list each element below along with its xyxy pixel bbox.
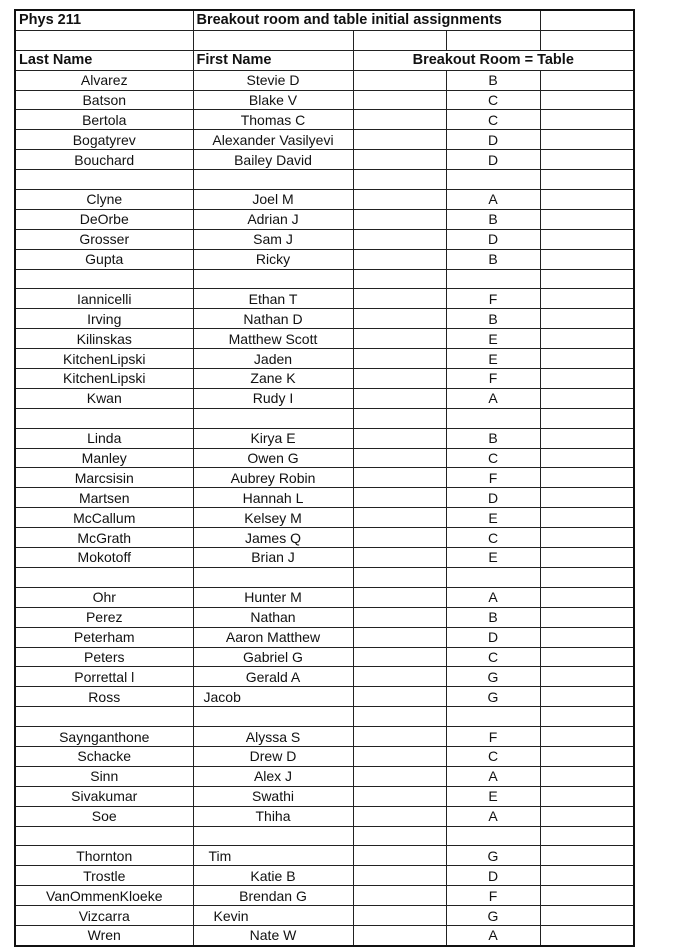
last-name-cell[interactable]: Marcsisin: [15, 468, 193, 488]
last-name-cell[interactable]: Porrettal l: [15, 667, 193, 687]
last-name-cell[interactable]: Bouchard: [15, 150, 193, 170]
empty-cell[interactable]: [540, 448, 634, 468]
empty-cell[interactable]: [353, 70, 446, 90]
student-row: [15, 229, 634, 249]
empty-cell[interactable]: [446, 269, 540, 289]
room-cell[interactable]: D: [446, 229, 540, 249]
last-name-cell[interactable]: Mokotoff: [15, 548, 193, 568]
student-row: [15, 90, 634, 110]
room-cell[interactable]: E: [446, 548, 540, 568]
last-name-cell[interactable]: Martsen: [15, 488, 193, 508]
student-row: [15, 846, 634, 866]
last-name-cell[interactable]: Peters: [15, 647, 193, 667]
empty-cell[interactable]: [353, 766, 446, 786]
first-name-cell[interactable]: Ricky: [193, 249, 353, 269]
empty-cell[interactable]: [540, 309, 634, 329]
empty-cell[interactable]: [15, 567, 193, 587]
student-row: [15, 667, 634, 687]
last-name-cell[interactable]: DeOrbe: [15, 209, 193, 229]
last-name-cell[interactable]: KitchenLipski: [15, 349, 193, 369]
last-name-cell[interactable]: Wren: [15, 925, 193, 945]
empty-cell[interactable]: [540, 488, 634, 508]
empty-cell[interactable]: [446, 408, 540, 428]
empty-cell[interactable]: [540, 289, 634, 309]
student-row: [15, 329, 634, 349]
empty-cell[interactable]: [540, 388, 634, 408]
empty-cell[interactable]: [353, 667, 446, 687]
first-name-cell[interactable]: Brendan G: [193, 886, 353, 906]
first-name-cell[interactable]: Thiha: [193, 806, 353, 826]
empty-cell[interactable]: [540, 229, 634, 249]
empty-cell[interactable]: [540, 687, 634, 707]
room-cell[interactable]: F: [446, 727, 540, 747]
first-name-cell[interactable]: Tim: [193, 846, 353, 866]
empty-cell[interactable]: [353, 786, 446, 806]
student-row: [15, 369, 634, 389]
room-cell[interactable]: B: [446, 209, 540, 229]
student-row: [15, 786, 634, 806]
empty-cell[interactable]: [540, 369, 634, 389]
empty-cell[interactable]: [353, 309, 446, 329]
student-row: [15, 349, 634, 369]
first-name-cell[interactable]: Swathi: [193, 786, 353, 806]
last-name-cell[interactable]: Alvarez: [15, 70, 193, 90]
room-cell[interactable]: A: [446, 190, 540, 210]
empty-cell[interactable]: [540, 508, 634, 528]
last-name-cell[interactable]: Thornton: [15, 846, 193, 866]
blank-row: [15, 30, 634, 50]
empty-cell[interactable]: [353, 408, 446, 428]
student-row: [15, 886, 634, 906]
student-row: [15, 70, 634, 90]
empty-cell[interactable]: [353, 587, 446, 607]
empty-cell[interactable]: [353, 627, 446, 647]
empty-cell[interactable]: [540, 110, 634, 130]
empty-cell[interactable]: [446, 707, 540, 727]
first-name-cell[interactable]: Joel M: [193, 190, 353, 210]
empty-cell[interactable]: [353, 746, 446, 766]
empty-cell[interactable]: [540, 647, 634, 667]
student-row: [15, 528, 634, 548]
first-name-cell[interactable]: Matthew Scott: [193, 329, 353, 349]
empty-cell[interactable]: [540, 746, 634, 766]
first-name-cell[interactable]: Kirya E: [193, 428, 353, 448]
room-cell[interactable]: C: [446, 528, 540, 548]
empty-cell[interactable]: [15, 269, 193, 289]
empty-cell[interactable]: [353, 30, 446, 50]
last-name-cell[interactable]: Ross: [15, 687, 193, 707]
empty-cell[interactable]: [353, 488, 446, 508]
student-row: [15, 289, 634, 309]
empty-cell[interactable]: [540, 130, 634, 150]
room-cell[interactable]: E: [446, 349, 540, 369]
empty-cell[interactable]: [540, 727, 634, 747]
student-row: [15, 607, 634, 627]
first-name-cell[interactable]: Alyssa S: [193, 727, 353, 747]
last-name-cell[interactable]: Schacke: [15, 746, 193, 766]
room-cell[interactable]: C: [446, 448, 540, 468]
first-name-cell[interactable]: Alexander Vasilyevi: [193, 130, 353, 150]
empty-cell[interactable]: [353, 548, 446, 568]
student-row: [15, 647, 634, 667]
empty-cell[interactable]: [446, 30, 540, 50]
last-name-cell[interactable]: Grosser: [15, 229, 193, 249]
empty-cell[interactable]: [446, 826, 540, 846]
empty-cell[interactable]: [15, 826, 193, 846]
last-name-cell[interactable]: Saynganthone: [15, 727, 193, 747]
student-row: [15, 548, 634, 568]
empty-cell[interactable]: [353, 707, 446, 727]
room-cell[interactable]: A: [446, 388, 540, 408]
blank-row: [15, 826, 634, 846]
empty-cell[interactable]: [446, 170, 540, 190]
last-name-cell[interactable]: Clyne: [15, 190, 193, 210]
last-name-cell[interactable]: Vizcarra: [15, 906, 193, 926]
last-name-cell[interactable]: Irving: [15, 309, 193, 329]
last-name-cell[interactable]: Batson: [15, 90, 193, 110]
room-cell[interactable]: G: [446, 906, 540, 926]
empty-cell[interactable]: [353, 448, 446, 468]
empty-cell[interactable]: [353, 687, 446, 707]
blank-row: [15, 707, 634, 727]
empty-cell[interactable]: [15, 707, 193, 727]
room-cell[interactable]: C: [446, 746, 540, 766]
title-row: [15, 10, 634, 30]
empty-cell[interactable]: [15, 408, 193, 428]
last-name-cell[interactable]: Gupta: [15, 249, 193, 269]
empty-cell[interactable]: [353, 647, 446, 667]
empty-cell[interactable]: [353, 229, 446, 249]
first-name-cell[interactable]: Thomas C: [193, 110, 353, 130]
empty-cell[interactable]: [193, 826, 353, 846]
room-cell[interactable]: D: [446, 488, 540, 508]
student-row: [15, 448, 634, 468]
student-row: [15, 727, 634, 747]
empty-cell[interactable]: [540, 150, 634, 170]
empty-cell[interactable]: [353, 528, 446, 548]
last-name-cell[interactable]: McGrath: [15, 528, 193, 548]
empty-cell[interactable]: [353, 388, 446, 408]
first-name-cell[interactable]: James Q: [193, 528, 353, 548]
last-name-cell[interactable]: Sinn: [15, 766, 193, 786]
room-cell[interactable]: F: [446, 886, 540, 906]
empty-cell[interactable]: [353, 886, 446, 906]
last-name-cell[interactable]: McCallum: [15, 508, 193, 528]
room-cell[interactable]: F: [446, 289, 540, 309]
empty-cell[interactable]: [540, 428, 634, 448]
student-row: [15, 488, 634, 508]
room-cell[interactable]: C: [446, 647, 540, 667]
empty-cell[interactable]: [353, 130, 446, 150]
first-name-cell[interactable]: Adrian J: [193, 209, 353, 229]
last-name-cell[interactable]: VanOmmenKloeke: [15, 886, 193, 906]
first-name-cell[interactable]: Drew D: [193, 746, 353, 766]
first-name-cell[interactable]: Katie B: [193, 866, 353, 886]
empty-cell[interactable]: [353, 567, 446, 587]
last-name-cell[interactable]: Trostle: [15, 866, 193, 886]
room-cell[interactable]: G: [446, 667, 540, 687]
empty-cell[interactable]: [193, 567, 353, 587]
student-row: [15, 209, 634, 229]
room-cell[interactable]: G: [446, 846, 540, 866]
header-row: [15, 50, 634, 70]
empty-cell[interactable]: [193, 30, 353, 50]
empty-cell[interactable]: [353, 428, 446, 448]
last-name-cell[interactable]: Kwan: [15, 388, 193, 408]
empty-cell[interactable]: [540, 766, 634, 786]
room-cell[interactable]: B: [446, 607, 540, 627]
empty-cell[interactable]: [353, 209, 446, 229]
empty-cell[interactable]: [193, 269, 353, 289]
room-cell[interactable]: D: [446, 866, 540, 886]
first-name-cell[interactable]: Nate W: [193, 925, 353, 945]
first-name-cell[interactable]: Nathan D: [193, 309, 353, 329]
empty-cell[interactable]: [353, 289, 446, 309]
student-row: [15, 190, 634, 210]
empty-cell[interactable]: [353, 508, 446, 528]
student-row: [15, 508, 634, 528]
first-name-cell[interactable]: Hunter M: [193, 587, 353, 607]
room-header[interactable]: Breakout Room = Table: [353, 50, 634, 70]
empty-cell[interactable]: [353, 906, 446, 926]
room-cell[interactable]: F: [446, 468, 540, 488]
student-row: [15, 309, 634, 329]
empty-cell[interactable]: [353, 249, 446, 269]
room-cell[interactable]: A: [446, 587, 540, 607]
last-name-cell[interactable]: Bogatyrev: [15, 130, 193, 150]
student-row: [15, 468, 634, 488]
first-name-cell[interactable]: Ethan T: [193, 289, 353, 309]
student-row: [15, 925, 634, 945]
last-name-cell[interactable]: Bertola: [15, 110, 193, 130]
last-name-cell[interactable]: Linda: [15, 428, 193, 448]
empty-cell[interactable]: [353, 110, 446, 130]
empty-cell[interactable]: [540, 607, 634, 627]
empty-cell[interactable]: [353, 826, 446, 846]
last-name-cell[interactable]: KitchenLipski: [15, 369, 193, 389]
room-cell[interactable]: B: [446, 309, 540, 329]
first-name-cell[interactable]: Sam J: [193, 229, 353, 249]
empty-cell[interactable]: [353, 925, 446, 945]
first-name-cell[interactable]: Kelsey M: [193, 508, 353, 528]
last-name-cell[interactable]: Soe: [15, 806, 193, 826]
room-cell[interactable]: C: [446, 110, 540, 130]
empty-cell[interactable]: [540, 408, 634, 428]
empty-cell[interactable]: [540, 826, 634, 846]
student-row: [15, 428, 634, 448]
student-row: [15, 766, 634, 786]
empty-cell[interactable]: [353, 269, 446, 289]
empty-cell[interactable]: [353, 727, 446, 747]
first-name-cell[interactable]: Aubrey Robin: [193, 468, 353, 488]
student-row: [15, 906, 634, 926]
empty-cell[interactable]: [193, 707, 353, 727]
room-cell[interactable]: G: [446, 687, 540, 707]
empty-cell[interactable]: [540, 90, 634, 110]
empty-cell[interactable]: [353, 846, 446, 866]
first-name-cell[interactable]: Aaron Matthew: [193, 627, 353, 647]
last-name-cell[interactable]: Manley: [15, 448, 193, 468]
first-name-cell[interactable]: Hannah L: [193, 488, 353, 508]
student-row: [15, 249, 634, 269]
student-row: [15, 130, 634, 150]
last-name-header[interactable]: Last Name: [15, 50, 193, 70]
student-row: [15, 687, 634, 707]
room-cell[interactable]: A: [446, 806, 540, 826]
room-cell[interactable]: E: [446, 786, 540, 806]
empty-cell[interactable]: [540, 925, 634, 945]
first-name-cell[interactable]: Alex J: [193, 766, 353, 786]
heading-cell[interactable]: Breakout room and table initial assignments: [193, 10, 540, 30]
empty-cell[interactable]: [540, 786, 634, 806]
empty-cell[interactable]: [540, 667, 634, 687]
empty-cell[interactable]: [353, 369, 446, 389]
empty-cell[interactable]: [540, 190, 634, 210]
first-name-cell[interactable]: Zane K: [193, 369, 353, 389]
empty-cell[interactable]: [540, 707, 634, 727]
empty-cell[interactable]: [446, 567, 540, 587]
room-cell[interactable]: F: [446, 369, 540, 389]
empty-cell[interactable]: [540, 468, 634, 488]
last-name-cell[interactable]: Peterham: [15, 627, 193, 647]
last-name-cell[interactable]: Ohr: [15, 587, 193, 607]
room-cell[interactable]: B: [446, 70, 540, 90]
empty-cell[interactable]: [540, 906, 634, 926]
empty-cell[interactable]: [353, 190, 446, 210]
empty-cell[interactable]: [540, 30, 634, 50]
empty-cell[interactable]: [540, 627, 634, 647]
student-row: [15, 746, 634, 766]
first-name-cell[interactable]: Bailey David: [193, 150, 353, 170]
empty-cell[interactable]: [353, 806, 446, 826]
empty-cell[interactable]: [353, 349, 446, 369]
room-cell[interactable]: C: [446, 90, 540, 110]
empty-cell[interactable]: [540, 249, 634, 269]
empty-cell[interactable]: [540, 866, 634, 886]
room-cell[interactable]: B: [446, 428, 540, 448]
empty-cell[interactable]: [540, 846, 634, 866]
student-row: [15, 388, 634, 408]
room-cell[interactable]: D: [446, 130, 540, 150]
empty-cell[interactable]: [353, 468, 446, 488]
student-row: [15, 110, 634, 130]
empty-cell[interactable]: [540, 349, 634, 369]
blank-row: [15, 567, 634, 587]
empty-cell[interactable]: [540, 806, 634, 826]
empty-cell[interactable]: [193, 408, 353, 428]
empty-cell[interactable]: [15, 170, 193, 190]
last-name-cell[interactable]: Sivakumar: [15, 786, 193, 806]
first-name-cell[interactable]: Brian J: [193, 548, 353, 568]
student-row: [15, 866, 634, 886]
room-cell[interactable]: E: [446, 329, 540, 349]
empty-cell[interactable]: [540, 548, 634, 568]
assignment-sheet: [14, 9, 635, 947]
empty-cell[interactable]: [540, 528, 634, 548]
first-name-cell[interactable]: Kevin: [193, 906, 353, 926]
first-name-cell[interactable]: Jaden: [193, 349, 353, 369]
blank-row: [15, 170, 634, 190]
room-cell[interactable]: A: [446, 766, 540, 786]
last-name-cell[interactable]: Iannicelli: [15, 289, 193, 309]
first-name-cell[interactable]: Rudy I: [193, 388, 353, 408]
student-row: [15, 806, 634, 826]
first-name-cell[interactable]: Jacob: [193, 687, 353, 707]
first-name-header[interactable]: First Name: [193, 50, 353, 70]
blank-row: [15, 269, 634, 289]
empty-cell[interactable]: [540, 170, 634, 190]
empty-cell[interactable]: [353, 866, 446, 886]
empty-cell[interactable]: [193, 170, 353, 190]
empty-cell[interactable]: [540, 269, 634, 289]
first-name-cell[interactable]: Stevie D: [193, 70, 353, 90]
room-cell[interactable]: E: [446, 508, 540, 528]
room-cell[interactable]: D: [446, 150, 540, 170]
empty-cell[interactable]: [353, 150, 446, 170]
student-row: [15, 587, 634, 607]
first-name-cell[interactable]: Gerald A: [193, 667, 353, 687]
student-row: [15, 627, 634, 647]
empty-cell[interactable]: [540, 209, 634, 229]
empty-cell[interactable]: [540, 886, 634, 906]
empty-cell[interactable]: [540, 329, 634, 349]
empty-cell[interactable]: [353, 90, 446, 110]
course-cell[interactable]: Phys 211: [15, 10, 193, 30]
empty-cell[interactable]: [353, 329, 446, 349]
first-name-cell[interactable]: Owen G: [193, 448, 353, 468]
empty-cell[interactable]: [353, 170, 446, 190]
room-cell[interactable]: B: [446, 249, 540, 269]
room-cell[interactable]: A: [446, 925, 540, 945]
student-row: [15, 150, 634, 170]
empty-cell[interactable]: [540, 567, 634, 587]
empty-cell[interactable]: [540, 587, 634, 607]
room-cell[interactable]: D: [446, 627, 540, 647]
first-name-cell[interactable]: Blake V: [193, 90, 353, 110]
empty-cell[interactable]: [15, 30, 193, 50]
empty-cell[interactable]: [540, 10, 634, 30]
blank-row: [15, 408, 634, 428]
first-name-cell[interactable]: Gabriel G: [193, 647, 353, 667]
last-name-cell[interactable]: Perez: [15, 607, 193, 627]
last-name-cell[interactable]: Kilinskas: [15, 329, 193, 349]
first-name-cell[interactable]: Nathan: [193, 607, 353, 627]
empty-cell[interactable]: [540, 70, 634, 90]
empty-cell[interactable]: [353, 607, 446, 627]
